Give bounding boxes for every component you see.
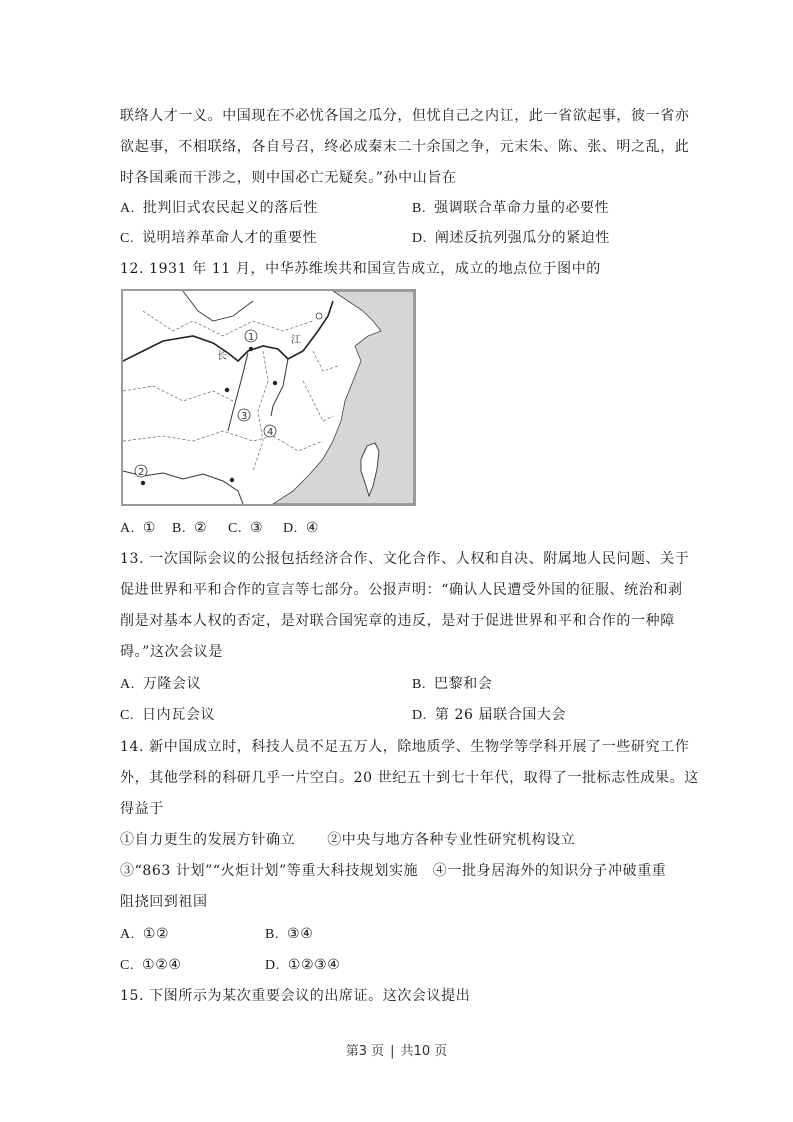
option-label: B. — [172, 521, 187, 536]
option-label: A. — [120, 521, 135, 536]
q14-option-d[interactable] — [265, 956, 340, 975]
option-label: D. — [265, 958, 280, 973]
total-pages: 共10 页 — [400, 1044, 448, 1059]
q11-option-a[interactable] — [120, 199, 318, 218]
china-southeast-map — [121, 289, 416, 506]
page-footer — [0, 1040, 793, 1059]
option-text: ③④ — [287, 926, 314, 942]
svg-text:1: 1 — [248, 332, 255, 343]
option-text: ④ — [305, 520, 319, 536]
q11-option-b[interactable] — [412, 199, 609, 218]
q12-option-b[interactable] — [172, 519, 207, 538]
option-text: ①② — [142, 926, 170, 942]
option-label: A. — [120, 927, 135, 942]
option-label: D. — [283, 521, 298, 536]
q14-item-2: ②中央与地方各种专业性研究机构设立 — [327, 832, 576, 848]
marker-3 — [238, 409, 250, 422]
q12-stem: 12. 1931 年 11 月，中华苏维埃共和国宣告成立，成立的地点位于图中的 — [120, 261, 601, 277]
q14-text-line: 14. 新中国成立时，科技人员不足五万人，除地质学、生物学等学科开展了一些研究工作 — [120, 739, 690, 755]
q14-text-line: 外，其他学科的科研几乎一片空白。20 世纪五十到七十年代，取得了一批标志性成果。这 — [120, 770, 699, 786]
option-label: C. — [228, 521, 243, 536]
q11-option-d[interactable] — [412, 229, 610, 248]
option-text: 万隆会议 — [142, 676, 202, 692]
province-border — [303, 381, 333, 421]
option-text: ①②④ — [142, 957, 182, 973]
province-border — [123, 431, 323, 451]
q12-option-a[interactable] — [120, 519, 156, 538]
option-label: C. — [120, 958, 135, 973]
q14-items-line — [120, 831, 575, 849]
option-label: D. — [412, 708, 427, 723]
q11-option-c[interactable] — [120, 229, 317, 248]
option-label: B. — [265, 927, 280, 942]
footer-separator: | — [390, 1044, 395, 1059]
current-page: 第3 页 — [345, 1044, 385, 1059]
sea-area — [273, 291, 414, 504]
marker-4 — [264, 425, 276, 438]
q13-text-line: 13. 一次国际会议的公报包括经济合作、文化合作、人权和自决、附属地人民问题、关于 — [120, 551, 690, 567]
province-border — [123, 386, 233, 401]
q13-option-a[interactable] — [120, 675, 201, 694]
option-text: ①②③④ — [287, 957, 341, 973]
option-label: B. — [412, 201, 427, 216]
option-label: D. — [412, 231, 427, 246]
q13-text-line: 促进世界和平和合作的宣言等七部分。公报声明：“确认人民遭受外国的征服、统治和剥 — [120, 582, 683, 598]
city-dot — [141, 481, 145, 485]
city-dot — [230, 478, 234, 482]
q14-text-line: 得益于 — [120, 801, 164, 817]
option-text: ③ — [250, 520, 264, 536]
option-text: ② — [194, 520, 208, 536]
option-text: ① — [142, 520, 156, 536]
svg-text:2: 2 — [138, 467, 145, 478]
q11-text-line: 时各国乘而干涉之，则中国必亡无疑矣。”孙中山旨在 — [120, 170, 457, 186]
option-text: 日内瓦会议 — [142, 707, 216, 723]
q15-stem: 15. 下图所示为某次重要会议的出席证。这次会议提出 — [120, 988, 471, 1004]
q13-option-d[interactable] — [412, 706, 566, 725]
option-text: 强调联合革命力量的必要性 — [434, 200, 610, 216]
option-text: 批判旧式农民起义的落后性 — [142, 200, 319, 216]
option-label: C. — [120, 231, 135, 246]
option-text: 说明培养革命人才的重要性 — [142, 230, 318, 246]
svg-text:3: 3 — [241, 411, 248, 422]
river-label-jiang: 江 — [291, 335, 301, 346]
q14-option-c[interactable] — [120, 956, 182, 975]
q14-items-line: ③“863 计划”“火炬计划”等重大科技规划实施 ④一批身居海外的知识分子冲破重重 — [120, 863, 667, 879]
option-text: 第 26 届联合国大会 — [434, 707, 567, 723]
q14-items-line: 阻挠回到祖国 — [120, 894, 208, 910]
river — [271, 359, 288, 416]
river — [183, 291, 253, 321]
city-dot — [316, 313, 322, 319]
yangtze-river — [123, 301, 333, 361]
option-text: 巴黎和会 — [434, 676, 493, 692]
svg-text:4: 4 — [267, 427, 274, 438]
q14-option-b[interactable] — [265, 925, 313, 944]
q13-text-line: 碍。”这次会议是 — [120, 644, 223, 660]
province-border — [253, 351, 268, 471]
q13-option-c[interactable] — [120, 706, 215, 725]
city-dot — [273, 381, 277, 385]
option-label: B. — [412, 677, 427, 692]
city-dot — [249, 347, 253, 351]
q12-option-c[interactable] — [228, 519, 263, 538]
q12-option-d[interactable] — [283, 519, 319, 538]
province-border — [143, 311, 313, 336]
province-border — [313, 351, 338, 371]
marker-1 — [245, 330, 257, 343]
q11-text-line: 联络人才一义。中国现在不必忧各国之瓜分，但忧自己之内讧，此一省欲起事，彼一省亦 — [120, 108, 690, 124]
option-label: C. — [120, 708, 135, 723]
city-dot — [225, 388, 229, 392]
option-text: 阐述反抗列强瓜分的紧迫性 — [434, 230, 611, 246]
river-label-chang: 长 — [217, 351, 227, 362]
option-label: A. — [120, 677, 135, 692]
q13-text-line: 削是对基本人权的否定，是对联合国宪章的违反，是对于促进世界和平和合作的一种障 — [120, 613, 675, 629]
q14-option-a[interactable] — [120, 925, 169, 944]
q13-option-b[interactable] — [412, 675, 492, 694]
q11-text-line: 欲起事，不相联络，各自号召，终必成秦末二十余国之争，元末朱、陈、张、明之乱，此 — [120, 139, 690, 155]
q14-item-1: ①自力更生的发展方针确立 — [120, 832, 296, 848]
option-label: A. — [120, 201, 135, 216]
